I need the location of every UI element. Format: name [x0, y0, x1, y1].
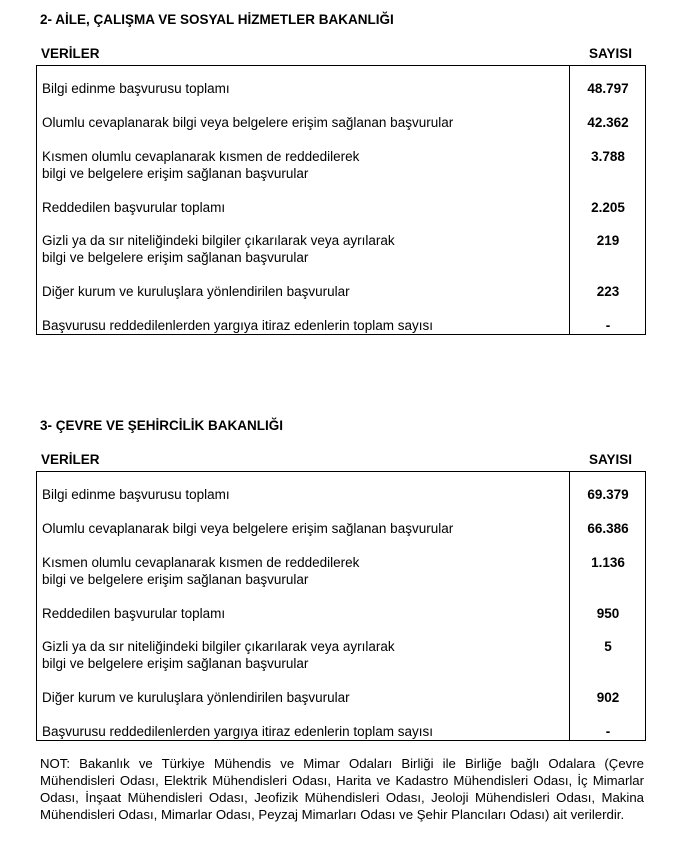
section-3-table	[36, 449, 646, 741]
row-label: Gizli ya da sır niteliğindeki bilgiler çıkarılarak veya ayrılarak	[42, 233, 395, 248]
row-value: -	[605, 318, 611, 333]
row-value: 69.379	[587, 487, 629, 502]
row-label-line2: bilgi ve belgelere erişim sağlanan başvurular	[42, 656, 309, 671]
row-value: 48.797	[587, 81, 629, 96]
row-label: Olumlu cevaplanarak bilgi veya belgelere erişim sağlanan başvurular	[42, 521, 454, 536]
row-value: 219	[596, 233, 620, 248]
row-label: Reddedilen başvurular toplamı	[42, 200, 226, 215]
col-header-data: VERİLER	[41, 46, 100, 61]
table-body	[36, 472, 646, 741]
row-label-line2: bilgi ve belgelere erişim sağlanan başvurular	[42, 250, 309, 265]
col-header-count: SAYISI	[588, 46, 632, 61]
footnote: NOT: Bakanlık ve Türkiye Mühendis ve Mimar Odaları Birliği ile Birliğe bağlı Odalara (Çevre Mühendisleri Odası, Elektrik Mühendisleri Odası, Harita ve Kadastro Mühendisleri Odası, İç Mimarlar Odası, İnşaat Mühendisleri Odası, Jeofizik Mühendisleri Odası, Jeoloji Mühendisleri Odası, Makina Mühendisleri Odası, Mimarlar Odası, Peyzaj Mimarları Odası ve Şehir Plancıları Odası) ait verilerdir.	[40, 756, 644, 822]
row-value: 902	[596, 690, 620, 705]
table-body	[36, 66, 646, 335]
section-2-title: 2- AİLE, ÇALIŞMA VE SOSYAL HİZMETLER BAKANLIĞI	[40, 12, 394, 27]
table-header	[36, 43, 646, 66]
col-header-count: SAYISI	[588, 452, 632, 467]
row-label-line2: bilgi ve belgelere erişim sağlanan başvurular	[42, 572, 309, 587]
col-header-data: VERİLER	[41, 452, 100, 467]
row-value: 42.362	[587, 115, 629, 130]
table-header	[36, 449, 646, 472]
row-value: 66.386	[587, 521, 629, 536]
row-label: Reddedilen başvurular toplamı	[42, 606, 226, 621]
row-label: Kısmen olumlu cevaplanarak kısmen de reddedilerek	[42, 555, 360, 570]
section-2-table	[36, 43, 646, 335]
row-label: Bilgi edinme başvurusu toplamı	[42, 487, 230, 502]
row-label: Kısmen olumlu cevaplanarak kısmen de reddedilerek	[42, 149, 360, 164]
row-value: 950	[596, 606, 620, 621]
row-label: Gizli ya da sır niteliğindeki bilgiler çıkarılarak veya ayrılarak	[42, 639, 395, 654]
row-label: Diğer kurum ve kuruluşlara yönlendirilen başvurular	[42, 690, 350, 705]
row-value: 223	[596, 284, 620, 299]
row-label: Başvurusu reddedilenlerden yargıya itiraz edenlerin toplam sayısı	[42, 724, 433, 739]
row-label: Olumlu cevaplanarak bilgi veya belgelere erişim sağlanan başvurular	[42, 115, 454, 130]
section-3-title: 3- ÇEVRE VE ŞEHİRCİLİK BAKANLIĞI	[40, 418, 284, 433]
row-label-line2: bilgi ve belgelere erişim sağlanan başvurular	[42, 166, 309, 181]
row-value: 2.205	[591, 200, 625, 215]
row-value: 1.136	[591, 555, 625, 570]
row-value: 3.788	[591, 149, 625, 164]
row-value: 5	[604, 639, 612, 654]
row-label: Bilgi edinme başvurusu toplamı	[42, 81, 230, 96]
row-value: -	[605, 724, 611, 739]
row-label: Diğer kurum ve kuruluşlara yönlendirilen başvurular	[42, 284, 350, 299]
row-label: Başvurusu reddedilenlerden yargıya itiraz edenlerin toplam sayısı	[42, 318, 433, 333]
